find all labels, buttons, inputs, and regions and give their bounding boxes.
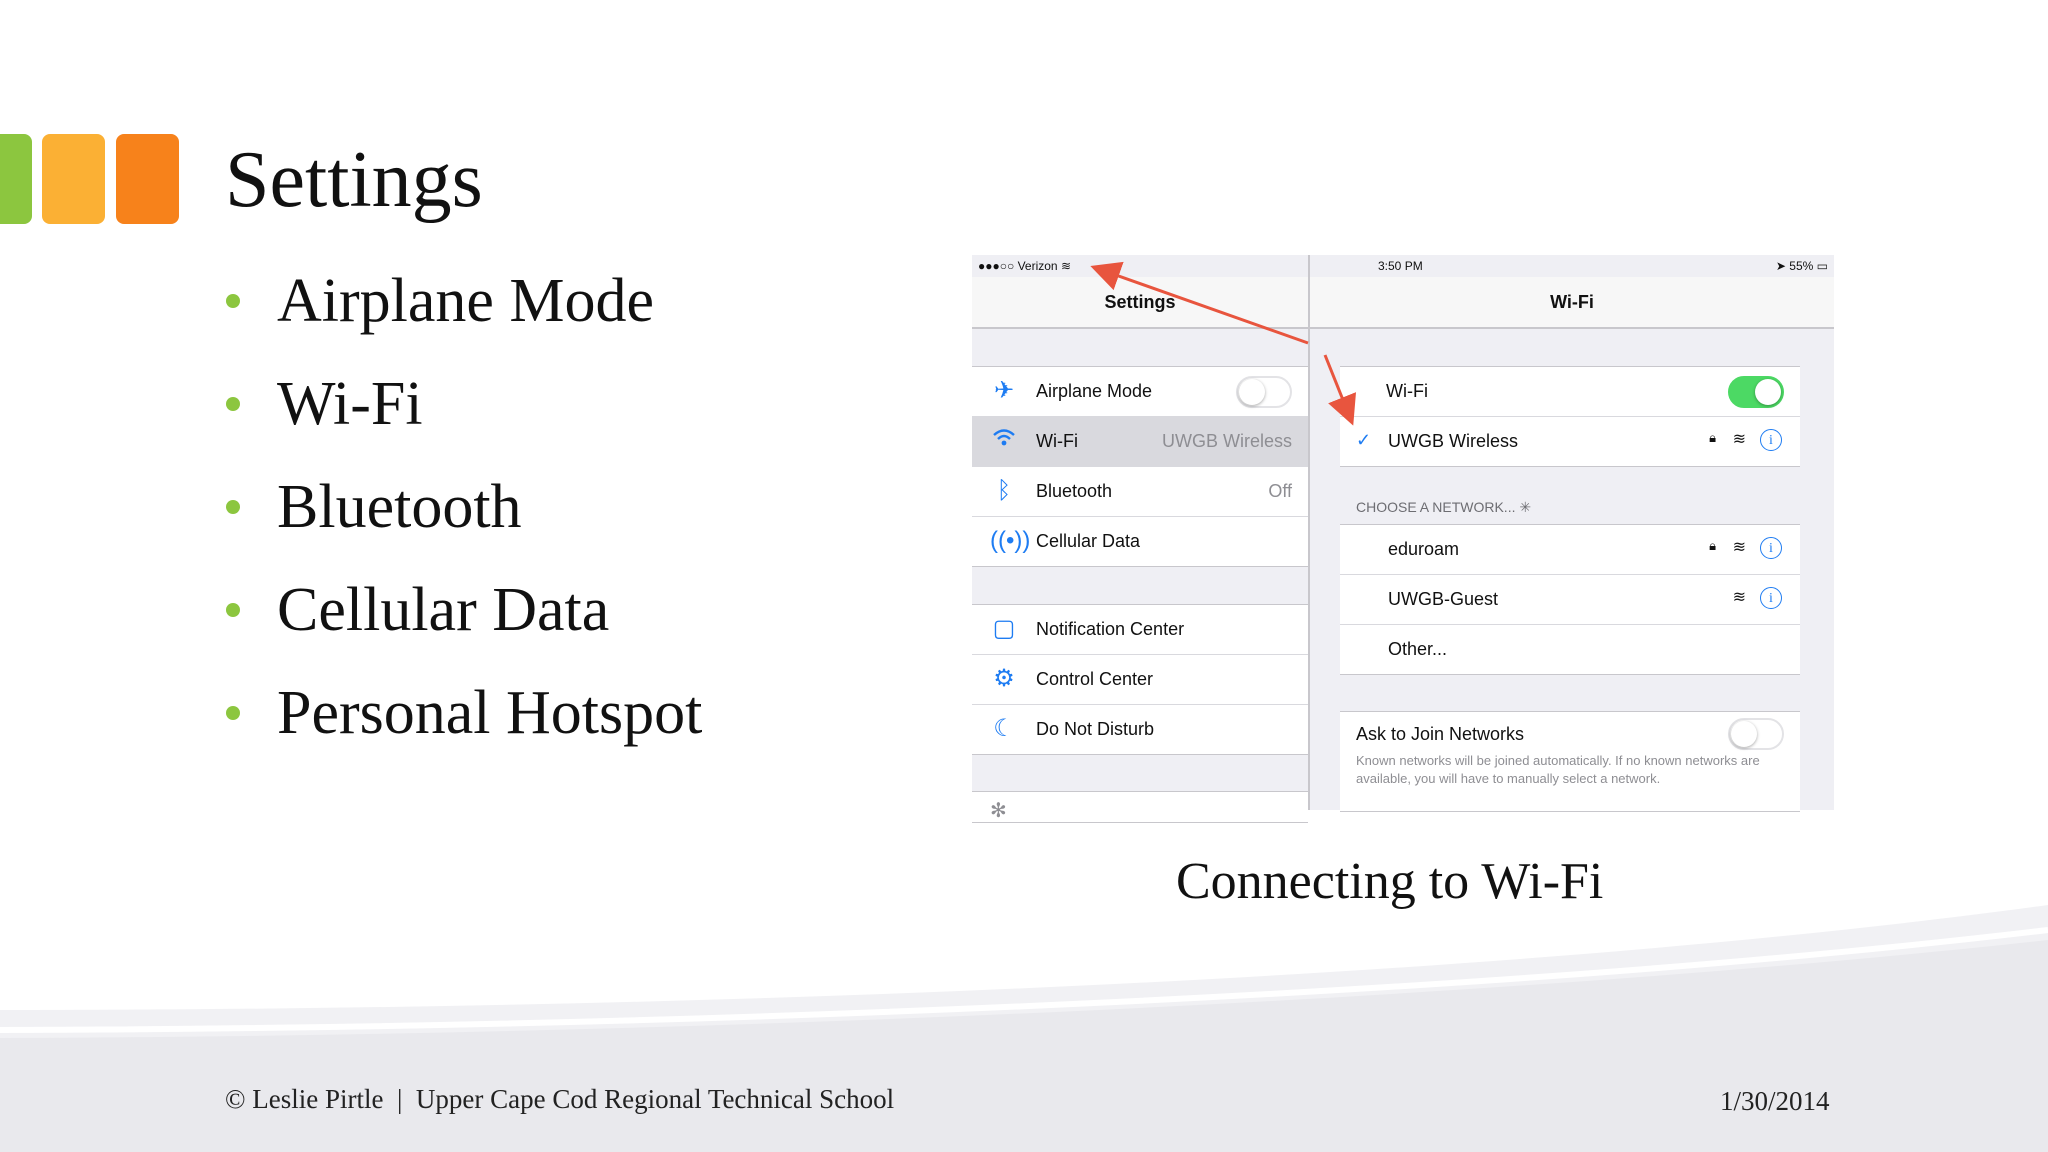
battery-icon: ▭ (1816, 259, 1828, 273)
bullet-item (222, 576, 702, 682)
gear-icon: ✻ (990, 800, 1007, 822)
bullet-list (222, 267, 703, 785)
arrow-to-connected-network (1325, 355, 1351, 420)
bullet-item (222, 679, 703, 785)
wifi-signal-icon: ≋ (1732, 539, 1746, 556)
accent-bar-green (0, 134, 32, 224)
section-header-text: CHOOSE A NETWORK... (1356, 499, 1516, 515)
row-label: Cellular Data (1036, 531, 1141, 551)
bullet-dot-icon (226, 294, 240, 308)
lock-icon: 🔒︎ (1709, 538, 1716, 553)
bullet-dot-icon (226, 397, 240, 411)
wifi-signal-icon: ≋ (1732, 431, 1746, 448)
row-label: Notification Center (1036, 619, 1185, 639)
battery-label: 55% (1789, 259, 1814, 273)
bullet-dot-icon (226, 500, 240, 514)
moon-icon: ☾ (993, 715, 1015, 742)
row-label: Bluetooth (1036, 481, 1113, 501)
ask-to-join-label: Ask to Join Networks (1356, 724, 1525, 744)
bullet-item (222, 473, 702, 579)
bullet-item (222, 267, 702, 373)
settings-nav-title: Settings (1104, 292, 1176, 312)
annotation-arrows (972, 255, 1834, 810)
row-label: Wi-Fi (1036, 431, 1078, 451)
footer-date: 1/30/2014 (1720, 1086, 1830, 1116)
slide-title: Settings (225, 136, 483, 224)
ask-to-join-note: Known networks will be joined automatically. If no known networks are available, you will have to manually select a network. (1356, 753, 1760, 786)
row-value: UWGB Wireless (1162, 431, 1292, 451)
signal-wifi-icon: ≋ (1060, 259, 1072, 273)
row-label: Airplane Mode (1036, 381, 1153, 401)
location-icon: ➤ (1775, 259, 1786, 273)
bullet-item (222, 370, 702, 476)
control-center-icon: ⚙ (993, 665, 1015, 692)
carrier-label: ●●●○○ Verizon (978, 259, 1058, 273)
airplane-icon: ✈ (993, 377, 1015, 404)
network-name: Other... (1388, 639, 1448, 659)
network-name: UWGB Wireless (1388, 431, 1518, 451)
bullet-text: Bluetooth (277, 473, 522, 541)
footer-credit: © Leslie Pirtle | Upper Cape Cod Regional Technical School (225, 1084, 895, 1114)
bullet-text: Personal Hotspot (277, 679, 703, 747)
arrow-to-wifi-status (1096, 268, 1308, 343)
cellular-icon: ((•)) (990, 527, 1031, 554)
accent-bar-yellow (42, 134, 105, 224)
checkmark-icon: ✓ (1356, 430, 1372, 450)
accent-bar-orange (116, 134, 179, 224)
bluetooth-icon: ᛒ (996, 477, 1012, 504)
info-icon[interactable]: i (1760, 429, 1782, 451)
wifi-toggle-label: Wi-Fi (1386, 381, 1428, 401)
bullet-dot-icon (226, 603, 240, 617)
bullet-text: Wi-Fi (277, 370, 423, 438)
time-label: 3:50 PM (1378, 259, 1423, 273)
bullet-dot-icon (226, 706, 240, 720)
info-icon[interactable]: i (1760, 537, 1782, 559)
row-label: Control Center (1036, 669, 1154, 689)
network-name: eduroam (1388, 539, 1460, 559)
lock-icon: 🔒︎ (1709, 430, 1716, 445)
bullet-text: Airplane Mode (277, 267, 655, 335)
screenshot-caption: Connecting to Wi-Fi (1176, 853, 1604, 910)
wifi-signal-icon: ≋ (1732, 589, 1746, 606)
network-name: UWGB-Guest (1388, 589, 1499, 609)
row-label: Do Not Disturb (1036, 719, 1155, 739)
settings-screenshot (972, 255, 1834, 822)
row-value: Off (1268, 481, 1292, 501)
notification-center-icon: ▢ (992, 615, 1016, 642)
spinner-icon: ✳ (1519, 499, 1532, 515)
wifi-nav-title: Wi-Fi (1550, 292, 1594, 312)
info-icon[interactable]: i (1760, 587, 1782, 609)
bullet-text: Cellular Data (277, 576, 610, 644)
